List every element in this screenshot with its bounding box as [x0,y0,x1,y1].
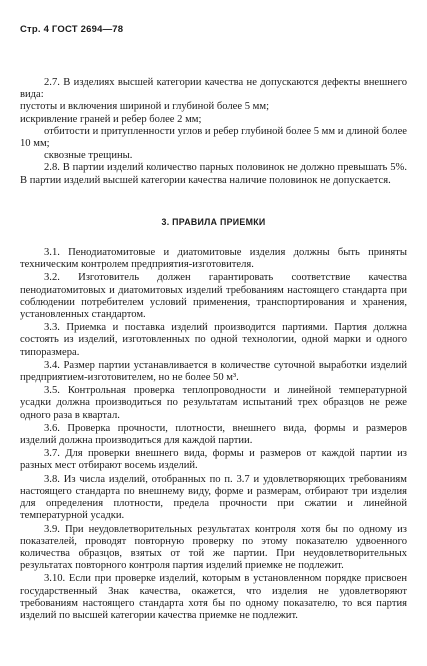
paragraph-2-8: 2.8. В партии изделий количество парных половинок не должно превышать 5%. В партии изделий высшей категории качества наличие половинок не допускается. [20,162,407,186]
paragraph-3-10: 3.10. Если при проверке изделий, которым в установленном порядке присвоен государственный Знак качества, окажется, что изделия не удовлетворяют требованиям настоящего стандарта хотя бы по одному показателю, то вся партия изделий по высшей категории качества приемке не подлежит. [20,573,407,621]
paragraph-3-6: 3.6. Проверка прочности, плотности, внешнего вида, формы и размеров изделий должна производиться для каждой партии. [20,422,407,447]
document-body [20,77,407,622]
paragraph-3-5: 3.5. Контрольная проверка теплопроводности и линейной температурной усадки должна производиться по результатам испытаний трех образцов не реже одного раза в квартал. [20,385,407,421]
paragraph-3-9: 3.9. При неудовлетворительных результатах контроля хотя бы по одному из показателей, проводят повторную проверку по этому показателю удвоенного количества образцов, взятых от той же партии. При неудовлетворительных результатах повторного контроля партия изделий приемке не подлежит. [20,523,407,572]
paragraph-3-8: 3.8. Из числа изделий, отобранных по п. 3.7 и удовлетворяющих требованиям настоящего стандарта по внешнему виду, форме и размерам, отбирают три изделия для определения плотности, предела прочности при сжатии и линейной температурной усадки. [20,473,407,522]
defect-item-cracks: сквозные трещины. [44,150,133,162]
paragraph-3-3: 3.3. Приемка и поставка изделий производится партиями. Партия должна состоять из изделий, изготовленных по одной технологии, одной марки и одного типоразмера. [20,322,407,358]
paragraph-3-2: 3.2. Изготовитель должен гарантировать соответствие качества пенодиатомитовых и диатомитовых изделий требованиям настоящего стандарта при соблюдении потребителем условий применения, транспортирования и хранения, установленных стандартом. [20,272,407,321]
defect-item-voids: пустоты и включения шириной и глубиной более 5 мм; [20,101,270,113]
defect-item-curvature: искривление граней и ребер более 2 мм; [20,113,202,125]
paragraph-2-7: 2.7. В изделиях высшей категории качества не допускаются дефекты внешнего вида: [20,77,407,101]
paragraph-3-7: 3.7. Для проверки внешнего вида, формы и размеров от каждой партии из разных мест отбирают восемь изделий. [20,448,407,472]
defect-item-chipping: отбитости и притупленности углов и ребер глубиной более 5 мм и длиной более 10 мм; [20,125,407,150]
paragraph-3-4: 3.4. Размер партии устанавливается в количестве суточной выработки изделий предприятием-изготовителем, но не более 50 м³. [20,359,407,384]
section-title: 3. ПРАВИЛА ПРИЕМКИ [161,216,266,227]
paragraph-3-1: 3.1. Пенодиатомитовые и диатомитовые изделия должны быть приняты техническим контролем предприятия-изготовителя. [20,247,407,271]
page-header: Стр. 4 ГОСТ 2694—78 [20,24,124,35]
